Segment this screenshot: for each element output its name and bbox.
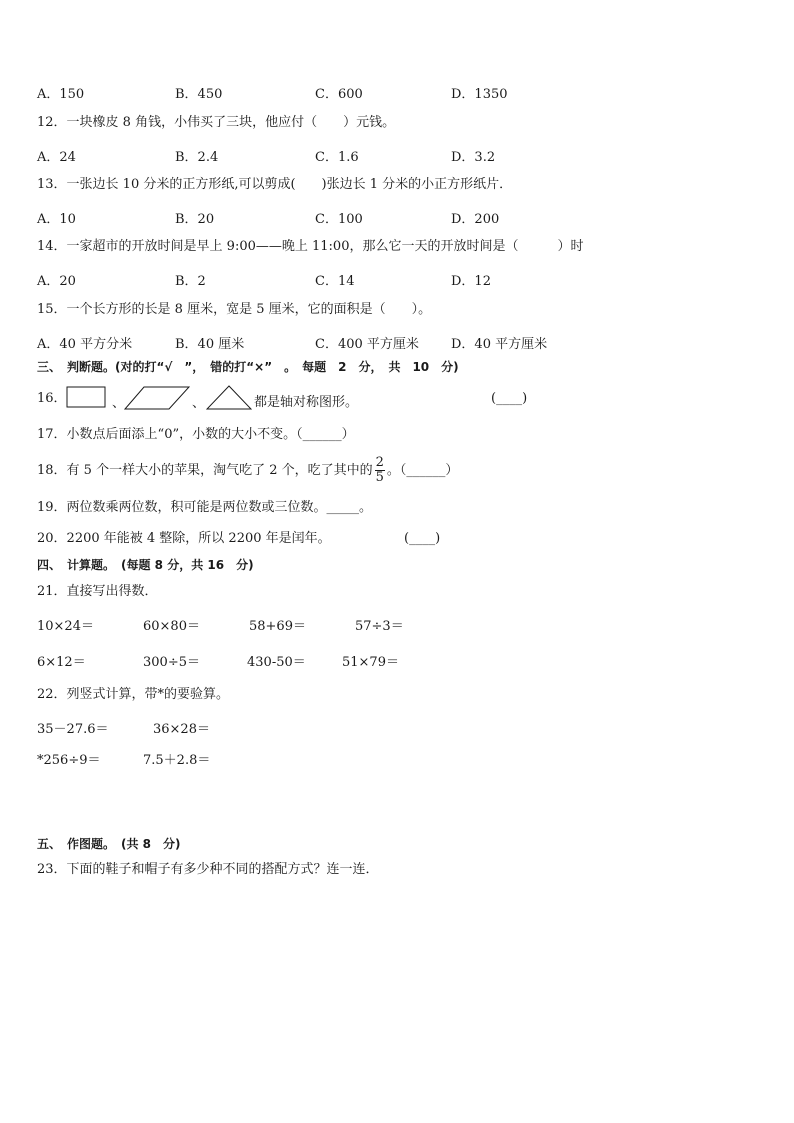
q20-answer-blank[interactable]: (____) [404, 531, 441, 546]
q16-number: 16． [37, 391, 67, 406]
q14-stem: 14．一家超市的开放时间是早上 9:00——晚上 11:00，那么它一天的开放时间是（ ）时 [37, 239, 584, 254]
parallelogram-shape-icon [124, 386, 190, 410]
q23: 23．下面的鞋子和帽子有多少种不同的搭配方式？连一连． [37, 862, 379, 877]
q14-option-b: B．2 [175, 274, 206, 289]
q17: 17．小数点后面添上“0”，小数的大小不变。（______） [37, 427, 355, 442]
q12-option-a: A．24 [37, 150, 76, 165]
q13-options [37, 208, 757, 227]
q21-r2-c4: 51×79＝ [342, 655, 399, 670]
q18-text-after: 。（______） [386, 463, 459, 478]
q11-options [37, 83, 757, 102]
q22-stem: 22．列竖式计算，带*的要验算。 [37, 687, 230, 702]
q13-stem: 13．一张边长 10 分米的正方形纸,可以剪成( )张边长 1 分米的小正方形纸片． [37, 177, 513, 192]
q21-r1-c4: 57÷3＝ [355, 619, 404, 634]
q21-stem: 21．直接写出得数． [37, 584, 158, 599]
rectangle-shape-icon [66, 386, 106, 408]
q21-r1-c3: 58+69＝ [249, 619, 306, 634]
q19: 19．两位数乘两位数，积可能是两位数或三位数。_____。 [37, 500, 373, 515]
q11-option-d: D．1350 [451, 87, 508, 102]
section-5-heading: 五、 作图题。 (共 8 分) [37, 837, 181, 851]
q18-fraction-numerator: 2 [375, 455, 384, 470]
q15-option-a: A．40 平方分米 [37, 337, 133, 352]
section-3-heading: 三、 判断题。(对的打“√ ”， 错的打“×” 。 每题 2 分， 共 10 分) [37, 360, 459, 374]
q16-separator-2: 、 [192, 396, 206, 411]
q16-text: 都是轴对称图形。 [254, 395, 359, 410]
q20-text: 20．2200 年能被 4 整除，所以 2200 年是闰年。 [37, 531, 331, 546]
q16-answer-blank[interactable]: (____) [491, 391, 528, 406]
q11-option-b: B．450 [175, 87, 223, 102]
q18 [37, 455, 458, 487]
q14-option-a: A．20 [37, 274, 76, 289]
q15-options [37, 333, 757, 352]
q22-r2-c1: *256÷9＝ [37, 753, 101, 768]
q13-option-b: B．20 [175, 212, 215, 227]
q21-r1-c2: 60×80＝ [143, 619, 200, 634]
q15-stem: 15．一个长方形的长是 8 厘米，宽是 5 厘米，它的面积是（ ）。 [37, 302, 432, 317]
q13-option-a: A．10 [37, 212, 76, 227]
q21-r2-c3: 430-50＝ [247, 655, 306, 670]
q12-stem: 12．一块橡皮 8 角钱，小伟买了三块，他应付（ ）元钱。 [37, 115, 396, 130]
q18-fraction-denominator: 5 [375, 470, 384, 485]
q11-option-c: C．600 [315, 87, 363, 102]
q15-option-d: D．40 平方厘米 [451, 337, 548, 352]
q14-option-c: C．14 [315, 274, 355, 289]
q18-text-before: 18．有 5 个一样大小的苹果，淘气吃了 2 个，吃了其中的 [37, 463, 373, 478]
q22-r2-c2: 7.5＋2.8＝ [143, 753, 211, 768]
q13-option-d: D．200 [451, 212, 500, 227]
q12-option-c: C．1.6 [315, 150, 359, 165]
q12-options [37, 146, 757, 165]
q18-fraction [375, 456, 385, 485]
q14-options [37, 270, 757, 289]
q16-separator-1: 、 [112, 396, 126, 411]
q14-option-d: D．12 [451, 274, 491, 289]
triangle-shape-icon [206, 385, 252, 410]
q21-r1-c1: 10×24＝ [37, 619, 94, 634]
q21-r2-c1: 6×12＝ [37, 655, 86, 670]
q22-r1-c2: 36×28＝ [153, 722, 210, 737]
q12-option-b: B．2.4 [175, 150, 219, 165]
q22-r1-c1: 35－27.6＝ [37, 722, 109, 737]
q12-option-d: D．3.2 [451, 150, 496, 165]
q21-r2-c2: 300÷5＝ [143, 655, 200, 670]
q11-option-a: A．150 [37, 87, 85, 102]
q13-option-c: C．100 [315, 212, 363, 227]
q15-option-b: B．40 厘米 [175, 337, 245, 352]
section-4-heading: 四、 计算题。 (每题 8 分，共 16 分) [37, 558, 254, 572]
q15-option-c: C．400 平方厘米 [315, 337, 419, 352]
